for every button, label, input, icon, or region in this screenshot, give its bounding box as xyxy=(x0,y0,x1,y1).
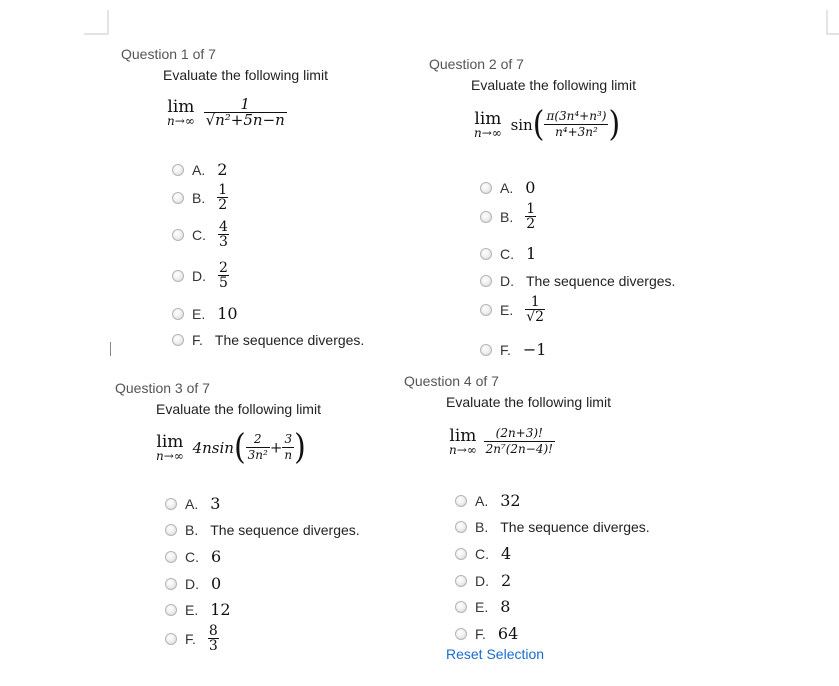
option-b[interactable]: B. 1 2 xyxy=(480,202,536,231)
radio-button[interactable] xyxy=(165,524,177,536)
option-e[interactable]: E. 10 xyxy=(172,304,238,323)
option-e[interactable]: E. 8 xyxy=(455,597,510,616)
option-fraction: 1 √2 xyxy=(526,294,545,325)
radio-button[interactable] xyxy=(455,601,467,613)
option-d[interactable]: D. 0 xyxy=(165,574,221,593)
radio-button[interactable] xyxy=(455,521,467,533)
radio-button[interactable] xyxy=(455,628,467,640)
radio-button[interactable] xyxy=(480,344,492,356)
option-d[interactable]: D. 2 xyxy=(455,571,511,590)
radio-button[interactable] xyxy=(165,578,177,590)
crop-mark-top-left xyxy=(84,10,110,36)
question-number: Question 2 of 7 xyxy=(429,56,524,72)
option-f[interactable]: F. 64 xyxy=(455,624,518,643)
limit-operator: lim n→∞ xyxy=(474,108,502,140)
question-number: Question 3 of 7 xyxy=(115,380,210,396)
limit-operator: lim n→∞ xyxy=(449,425,477,457)
radio-button[interactable] xyxy=(172,192,184,204)
limit-operator: lim n→∞ xyxy=(156,431,184,463)
option-f[interactable]: F. 8 3 xyxy=(165,624,219,653)
radio-button[interactable] xyxy=(172,229,184,241)
radio-button[interactable] xyxy=(455,575,467,587)
limit-fraction: $\frac{3}{n}$ xyxy=(284,432,293,462)
radio-button[interactable] xyxy=(165,633,177,645)
option-fraction: 8 3 xyxy=(208,623,218,654)
crop-mark-top-right xyxy=(826,10,839,36)
radio-button[interactable] xyxy=(172,270,184,282)
left-margin-tick xyxy=(110,342,111,356)
limit-fraction: $\frac{2}{\text{3n²}}$ xyxy=(247,432,268,462)
question-math xyxy=(449,426,555,457)
option-fraction: 1 2 xyxy=(526,201,536,232)
radio-button[interactable] xyxy=(480,211,492,223)
option-c[interactable]: C. 6 xyxy=(165,547,221,566)
radio-button[interactable] xyxy=(455,548,467,560)
option-fraction: 2 5 xyxy=(219,260,228,291)
option-e[interactable]: E. 1 √2 xyxy=(480,295,545,324)
question-prompt: Evaluate the following limit xyxy=(471,77,636,93)
option-e[interactable]: E. 12 xyxy=(165,600,231,619)
radio-button[interactable] xyxy=(172,334,184,346)
radio-button[interactable] xyxy=(480,248,492,260)
radio-button[interactable] xyxy=(455,495,467,507)
option-a[interactable]: A. 0 xyxy=(480,178,535,197)
option-b[interactable]: B. The sequence diverges. xyxy=(455,519,650,535)
limit-operator: lim n→∞ xyxy=(167,96,195,128)
question-prompt: Evaluate the following limit xyxy=(156,401,321,417)
question-math: lim n→∞ sin( $\frac{\text{π(3n⁴+n³)}}{\text{n⁴+3n²}}$ ) xyxy=(474,103,621,145)
option-a[interactable]: A. 32 xyxy=(455,491,521,510)
radio-button[interactable] xyxy=(165,604,177,616)
option-a[interactable]: A. 2 xyxy=(172,160,227,179)
option-b[interactable]: B. 1 2 xyxy=(172,183,228,212)
option-a[interactable]: A. 3 xyxy=(165,494,220,513)
question-math xyxy=(167,97,287,128)
option-d[interactable]: D. The sequence diverges. xyxy=(480,273,675,289)
radio-button[interactable] xyxy=(480,304,492,316)
limit-fraction: $\frac{1}{\text{√n²+5n−n}}$ xyxy=(205,95,285,129)
limit-fraction: $\frac{(2n+3)!}{\text{2n⁷(2n−4)!}}$ xyxy=(485,426,553,456)
option-c[interactable]: C. 4 3 xyxy=(172,220,229,249)
radio-button[interactable] xyxy=(480,275,492,287)
radio-button[interactable] xyxy=(172,164,184,176)
option-c[interactable]: C. 1 xyxy=(480,244,536,263)
option-f[interactable]: F. The sequence diverges. xyxy=(172,332,364,348)
option-f[interactable]: F. −1 xyxy=(480,340,546,359)
question-math: lim n→∞ 4nsin( $\frac{2}{\text{3n²}}$ + $\frac{3}{n}$ ) xyxy=(156,426,306,468)
radio-button[interactable] xyxy=(172,308,184,320)
option-c[interactable]: C. 4 xyxy=(455,544,511,563)
option-fraction: 1 2 xyxy=(218,182,228,213)
question-number: Question 4 of 7 xyxy=(404,373,499,389)
limit-fraction: $\frac{\text{π(3n⁴+n³)}}{\text{n⁴+3n²}}$ xyxy=(546,109,607,139)
question-prompt: Evaluate the following limit xyxy=(446,394,611,410)
option-d[interactable]: D. 2 5 xyxy=(172,261,229,290)
radio-button[interactable] xyxy=(165,551,177,563)
radio-button[interactable] xyxy=(480,182,492,194)
question-prompt: Evaluate the following limit xyxy=(163,67,328,83)
radio-button[interactable] xyxy=(165,498,177,510)
reset-selection-link[interactable]: Reset Selection xyxy=(446,646,545,662)
option-b[interactable]: B. The sequence diverges. xyxy=(165,522,360,538)
option-fraction: 4 3 xyxy=(219,219,228,250)
question-number: Question 1 of 7 xyxy=(121,46,216,62)
